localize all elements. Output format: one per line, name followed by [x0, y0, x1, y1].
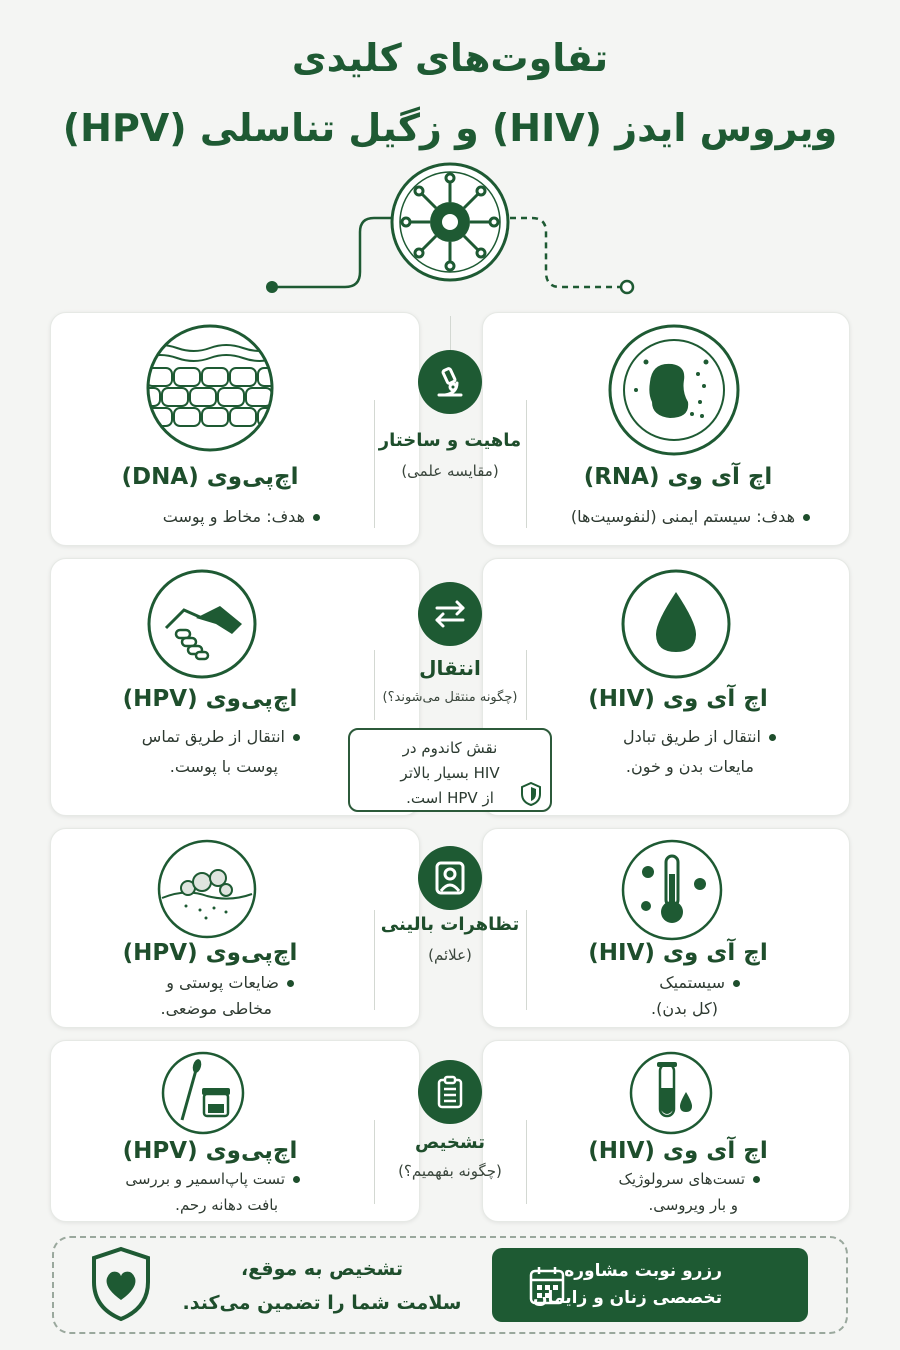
hpv-diagnosis-text-1: تست پاپ‌اسمیر و بررسی	[125, 1170, 285, 1188]
hpv-transmission-title: اچ‌پی‌وی (HPV)	[122, 686, 298, 712]
hiv-transmission-title: اچ آی وی (HIV)	[588, 686, 768, 712]
row-title-diagnosis: تشخیص	[415, 1132, 485, 1153]
hpv-symptoms-text-2: مخاطی موضعی.	[160, 999, 272, 1018]
hpv-transmission-bullet	[60, 724, 300, 780]
hiv-transmission-bullet	[560, 724, 776, 780]
lymphocyte-cell-icon	[606, 322, 742, 458]
thermometer-icon	[620, 838, 724, 942]
row-subtitle-symptoms: (علائم)	[428, 946, 472, 964]
hiv-diagnosis-text-2: و بار ویروسی.	[648, 1196, 738, 1214]
condom-note-line-2: HIV بسیار بالاتر	[400, 764, 500, 782]
hiv-symptoms-text-2: (کل بدن).	[651, 999, 718, 1018]
skin-tissue-icon	[144, 322, 276, 454]
hiv-symptoms-title: اچ آی وی (HIV)	[588, 940, 768, 966]
row-subtitle-diagnosis: (چگونه بفهمیم؟)	[398, 1162, 502, 1180]
test-tube-icon	[628, 1050, 714, 1136]
condom-note-box	[348, 728, 552, 812]
skin-lesion-icon	[156, 838, 258, 940]
shield-icon	[520, 782, 542, 806]
row-title-symptoms: تظاهرات بالینی	[380, 914, 520, 935]
hiv-structure-text: هدف: سیستم ایمنی (لنفوسیت‌ها)	[570, 507, 795, 526]
hpv-transmission-text-2: پوست با پوست.	[169, 757, 278, 776]
hiv-diagnosis-title: اچ آی وی (HIV)	[588, 1138, 768, 1164]
hiv-diagnosis-bullet	[560, 1166, 760, 1218]
condom-note-line-3: از HPV است.	[406, 789, 494, 807]
exchange-arrows-icon	[418, 582, 482, 646]
hiv-symptoms-text-1: سیستمیک	[659, 973, 725, 992]
virus-hero-icon	[0, 160, 900, 300]
footer-message-line-2: سلامت شما را تضمین می‌کند.	[182, 1292, 462, 1314]
hiv-structure-title: اچ آی وی (RNA)	[583, 464, 773, 490]
blood-drop-icon	[620, 568, 732, 680]
cta-line-2: تخصصی زنان و زایمان	[532, 1288, 722, 1308]
hpv-transmission-text-1: انتقال از طریق تماس	[141, 727, 285, 746]
hpv-diagnosis-text-2: بافت دهانه رحم.	[175, 1196, 278, 1214]
hpv-structure-title: اچ‌پی‌وی (DNA)	[121, 464, 299, 490]
book-appointment-button[interactable]	[492, 1248, 808, 1322]
microscope-icon	[418, 350, 482, 414]
book-appointment-label	[533, 1258, 722, 1312]
handshake-icon	[146, 568, 258, 680]
row-subtitle-transmission: (چگونه منتقل می‌شوند؟)	[382, 690, 518, 705]
row-subtitle-structure: (مقایسه علمی)	[401, 462, 499, 480]
hpv-symptoms-text-1: ضایعات پوستی و	[166, 973, 279, 992]
cta-line-1: رزرو نوبت مشاوره	[564, 1261, 722, 1281]
divider	[450, 316, 451, 352]
hpv-structure-text: هدف: مخاط و پوست	[162, 507, 305, 526]
clipboard-icon	[418, 1060, 482, 1124]
row-title-structure: ماهیت و ساختار	[378, 430, 522, 451]
footer-message	[172, 1252, 472, 1320]
footer-message-line-1: تشخیص به موقع،	[240, 1258, 404, 1280]
page-title-line-1: تفاوت‌های کلیدی	[291, 36, 609, 80]
person-icon	[418, 846, 482, 910]
swab-sample-icon	[160, 1050, 246, 1136]
page-title-line-2: ویروس ایدز (HIV) و زگیل تناسلی (HPV)	[62, 106, 838, 150]
hiv-diagnosis-text-1: تست‌های سرولوژیک	[618, 1170, 745, 1188]
hpv-diagnosis-title: اچ‌پی‌وی (HPV)	[122, 1138, 298, 1164]
hpv-symptoms-bullet	[100, 970, 294, 1022]
row-title-transmission: انتقال	[419, 656, 481, 680]
hiv-structure-bullet	[500, 504, 810, 530]
hpv-symptoms-title: اچ‌پی‌وی (HPV)	[122, 940, 298, 966]
hiv-transmission-text-1: انتقال از طریق تبادل	[622, 727, 761, 746]
hiv-symptoms-bullet	[580, 970, 740, 1022]
hiv-transmission-text-2: مایعات بدن و خون.	[625, 757, 754, 776]
condom-note-line-1: نقش کاندوم در	[402, 739, 498, 757]
shield-heart-icon	[90, 1246, 152, 1322]
hpv-structure-bullet	[60, 504, 320, 530]
hpv-diagnosis-bullet	[80, 1166, 300, 1218]
